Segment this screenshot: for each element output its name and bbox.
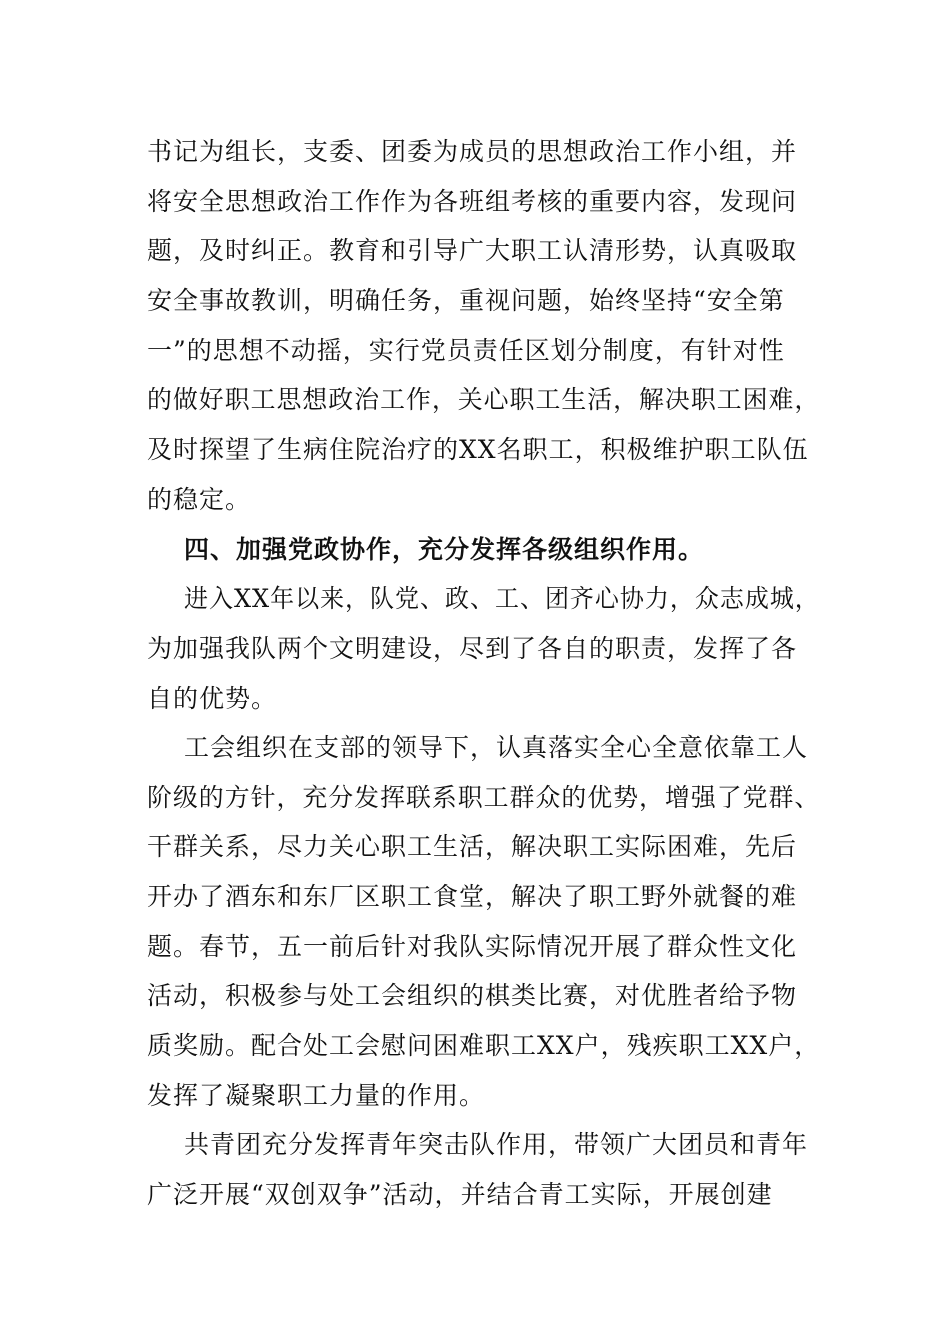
- text-line: 工会组织在支部的领导下，认真落实全心全意依靠工人: [184, 733, 809, 762]
- text-line: 自的优势。: [147, 684, 278, 713]
- text-line: 一”的思想不动摇，实行党员责任区划分制度，有针对性: [147, 336, 785, 365]
- text-line: 干群关系，尽力关心职工生活，解决职工实际困难，先后: [147, 832, 798, 861]
- text-line: 阶级的方针，充分发挥联系职工群众的优势，增强了党群、: [147, 783, 821, 812]
- text-line: 的稳定。: [147, 485, 252, 514]
- text-line: 将安全思想政治工作作为各班组考核的重要内容，发现问: [147, 187, 798, 216]
- text-line: 质奖励。配合处工会慰问困难职工XX户，残疾职工XX户，: [147, 1031, 821, 1060]
- text-line: 发挥了凝聚职工力量的作用。: [147, 1081, 486, 1110]
- text-line: 书记为组长，支委、团委为成员的思想政治工作小组，并: [147, 137, 798, 166]
- text-line: 题。春节，五一前后针对我队实际情况开展了群众性文化: [147, 932, 798, 961]
- text-line: 题，及时纠正。教育和引导广大职工认清形势，认真吸取: [147, 236, 798, 265]
- text-line: 安全事故教训，明确任务，重视问题，始终坚持“安全第: [147, 286, 785, 315]
- section-heading: 四、加强党政协作，充分发挥各级组织作用。: [184, 535, 705, 564]
- text-line: 开办了酒东和东厂区职工食堂，解决了职工野外就餐的难: [147, 882, 798, 911]
- text-line: 进入XX年以来，队党、政、工、团齐心协力，众志成城，: [184, 584, 820, 613]
- text-line: 的做好职工思想政治工作，关心职工生活，解决职工困难，: [147, 385, 821, 414]
- text-line: 为加强我队两个文明建设，尽到了各自的职责，发挥了各: [147, 634, 798, 663]
- text-line: 共青团充分发挥青年突击队作用，带领广大团员和青年: [184, 1130, 809, 1159]
- text-line: 广泛开展“双创双争”活动，并结合青工实际，开展创建: [147, 1180, 773, 1209]
- text-line: 及时探望了生病住院治疗的XX名职工，积极维护职工队伍: [147, 435, 809, 464]
- text-line: 活动，积极参与处工会组织的棋类比赛，对优胜者给予物: [147, 981, 798, 1010]
